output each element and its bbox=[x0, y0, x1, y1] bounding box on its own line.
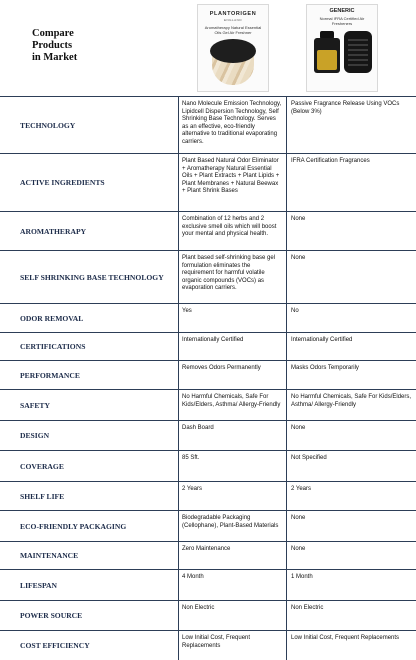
table-row bbox=[0, 631, 416, 660]
table-row bbox=[0, 304, 416, 333]
product-a-value: 85 Sft. bbox=[178, 451, 287, 481]
product-a-value: Biodegradable Packaging (Cellophane), Plant-Based Materials bbox=[178, 511, 287, 541]
table-row bbox=[0, 542, 416, 570]
product-b-value: None bbox=[291, 255, 306, 261]
feature-name: DESIGN bbox=[20, 431, 50, 440]
product-a-value: Zero Maintenance bbox=[178, 542, 287, 569]
product-b-value: Passive Fragrance Release Using VOCs (Below 3%) bbox=[291, 101, 400, 115]
table-row bbox=[0, 570, 416, 601]
table-row bbox=[0, 451, 416, 482]
product-a-value: No Harmful Chemicals, Safe For Kids/Elders, Asthma/ Allergy-Friendly bbox=[178, 390, 287, 420]
product-b-value: None bbox=[291, 515, 306, 521]
feature-name: SAFETY bbox=[20, 400, 50, 410]
product-a-image bbox=[197, 4, 269, 92]
feature-name: SHELF LIFE bbox=[20, 491, 65, 501]
vent-clip-icon bbox=[344, 31, 372, 73]
feature-name: SELF SHRINKING BASE TECHNOLOGY bbox=[20, 272, 164, 282]
feature-name: POWER SOURCE bbox=[20, 611, 83, 620]
product-a-value: Nano Molecule Emission Technology, Lipidcell Dispersion Technology, Self Shrinking Base Technology. Serves as an effective, eco-friendly alternative to traditional evaporating carriers. bbox=[178, 97, 287, 153]
comparison-table bbox=[0, 96, 416, 660]
feature-name: MAINTENANCE bbox=[20, 551, 79, 560]
product-b-value: None bbox=[291, 216, 306, 222]
feature-name: ODOR REMOVAL bbox=[20, 313, 84, 323]
page-title-line: in Market bbox=[32, 52, 78, 63]
feature-name-text: COST EFFICIENCY bbox=[20, 641, 90, 650]
product-a-value: 4 Month bbox=[178, 570, 287, 600]
feature-name: AROMATHERAPY bbox=[20, 226, 87, 236]
product-b-value: Not Specified bbox=[291, 455, 327, 461]
product-b-value: No bbox=[291, 308, 299, 314]
product-b-value: Low Initial Cost, Frequent Replacements bbox=[291, 635, 400, 641]
table-row bbox=[0, 361, 416, 390]
product-b-brand: GENERIC bbox=[329, 8, 355, 14]
product-b-caption: Normal IFRA Certified Air Fresheners bbox=[319, 16, 365, 26]
table-row bbox=[0, 390, 416, 421]
feature-name: COVERAGE bbox=[20, 461, 64, 471]
product-a-country: ENGLAND bbox=[223, 18, 242, 22]
page-title bbox=[32, 28, 132, 64]
page-title-line: Products bbox=[32, 40, 73, 51]
table-row bbox=[0, 212, 416, 251]
product-a-value: Low Initial Cost, Frequent Replacements bbox=[178, 631, 287, 660]
product-a-caption: Aromatherapy Natural Essential Oils Gel Air Freshner bbox=[204, 25, 262, 35]
feature-name bbox=[0, 631, 178, 660]
feature-name: TECHNOLOGY bbox=[20, 120, 76, 130]
product-b-image bbox=[306, 4, 378, 92]
table-row bbox=[0, 421, 416, 451]
feature-name: ECO-FRIENDLY PACKAGING bbox=[20, 521, 127, 531]
product-b-value: 1 Month bbox=[291, 574, 313, 580]
feature-name: CERTIFICATIONS bbox=[20, 342, 86, 351]
table-row bbox=[0, 333, 416, 361]
table-row bbox=[0, 154, 416, 212]
product-b-value: Non Electric bbox=[291, 605, 324, 611]
gel-jar-icon bbox=[210, 39, 256, 87]
product-a-value: 2 Years bbox=[178, 482, 287, 510]
bottle-icon bbox=[314, 31, 340, 73]
feature-name: LIFESPAN bbox=[20, 580, 57, 590]
product-a-brand: PLANTORIGEN bbox=[209, 11, 257, 17]
product-b-value: None bbox=[291, 425, 306, 431]
product-a-value: Plant Based Natural Odor Eliminator + Aromatherapy Natural Essential Oils + Plant Extracts + Plant Lipids + Plant Membranes + Natural Beewax + Plant Shrink Bases bbox=[178, 154, 287, 211]
table-row bbox=[0, 482, 416, 511]
product-b-value: Internationally Certified bbox=[291, 337, 353, 343]
feature-name: ACTIVE INGREDIENTS bbox=[20, 178, 105, 187]
table-row bbox=[0, 251, 416, 304]
product-a-value: Removes Odors Permanently bbox=[178, 361, 287, 389]
product-a-value: Combination of 12 herbs and 2 exclusive smell oils which will boost your mental and physical health. bbox=[178, 212, 287, 250]
product-a-value: Plant based self-shrinking base gel formulation eliminates the requirement for harmful volatile organic compounds (VOCs) as evaporation carriers. bbox=[178, 251, 287, 303]
page-title-line: Compare bbox=[32, 28, 74, 39]
product-a-value: Internationally Certified bbox=[178, 333, 287, 360]
product-a-value: Dash Board bbox=[178, 421, 287, 450]
product-b-value: Masks Odors Temporarily bbox=[291, 365, 359, 371]
table-row bbox=[0, 601, 416, 631]
product-b-value: None bbox=[291, 546, 306, 552]
product-a-value: Non Electric bbox=[178, 601, 287, 630]
product-b-value: 2 Years bbox=[291, 486, 312, 492]
table-row bbox=[0, 97, 416, 154]
header bbox=[0, 0, 416, 96]
product-b-value: No Harmful Chemicals, Safe For Kids/Elders, Asthma/ Allergy-Friendly bbox=[291, 394, 412, 408]
feature-name: PERFORMANCE bbox=[20, 370, 80, 380]
product-a-value: Yes bbox=[178, 304, 287, 332]
table-row bbox=[0, 511, 416, 542]
product-b-value: IFRA Certification Fragrances bbox=[291, 158, 370, 164]
